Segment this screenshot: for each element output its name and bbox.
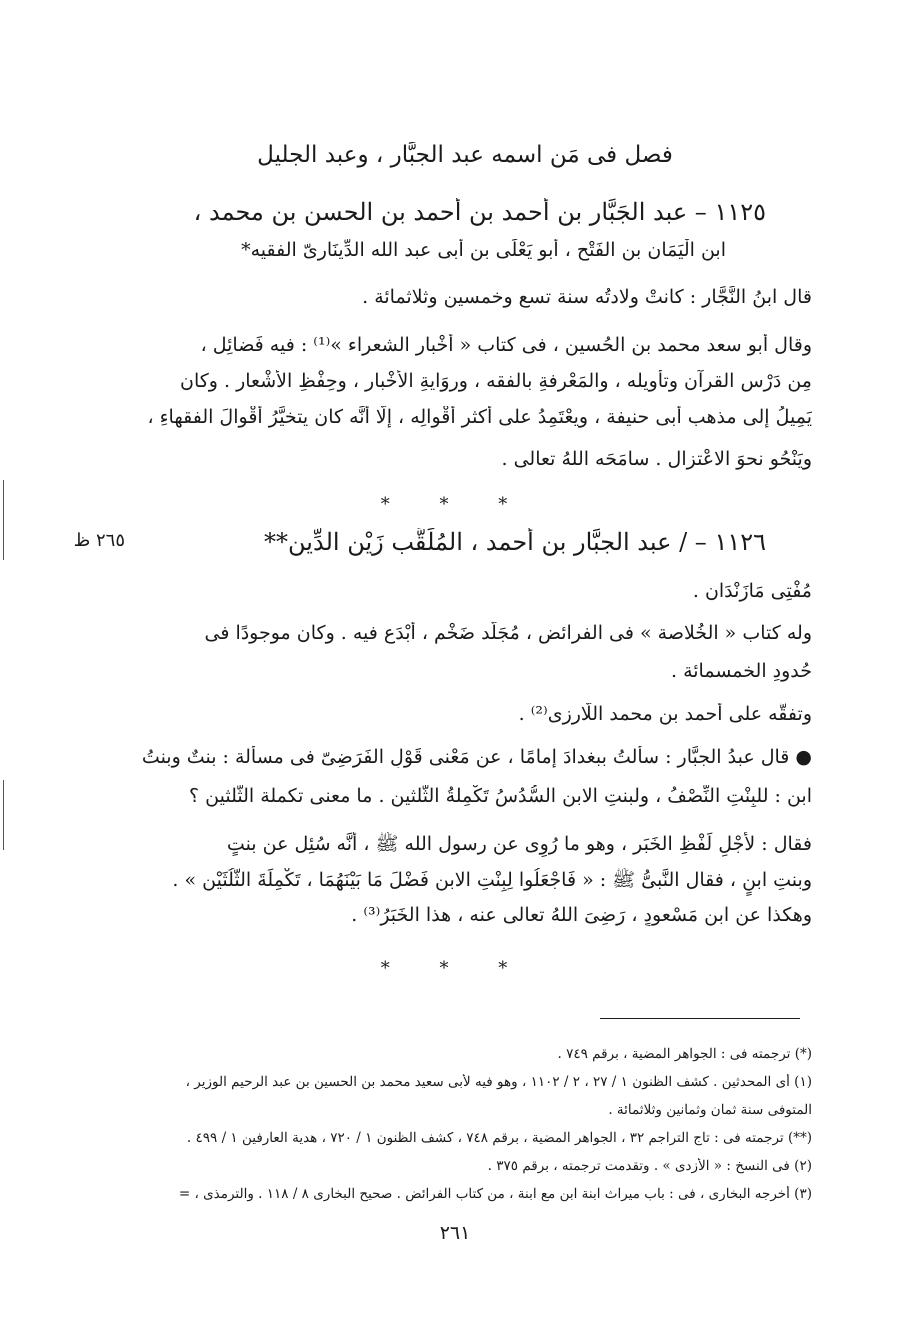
footnote-rule — [600, 1018, 800, 1019]
footnote-3: (٣) أخرجه البخارى ، فى : باب ميراث ابنة ابن مع ابنة ، من كتاب الفرائض . صحيح البخارى ٨ / ١١٨ . والترمذى ، = — [178, 1186, 812, 1202]
separator-stars: * * * — [380, 494, 530, 515]
footnote-double-star: (**) ترجمته فى : تاج التراجم ٣٢ ، الجواهر المضية ، برقم ٧٤٨ ، كشف الظنون ١ / ٧٢٠ ، هدية العارفين ١ / ٤٩٩ . — [186, 1130, 812, 1146]
entry-1125-line-3: وقال أبو سعد محمد بن الحُسين ، فى كتاب « أخْبار الشعراء »⁽¹⁾ : فيه فَضائِل ، — [200, 334, 812, 356]
entry-1126-line-2: وله كتاب « الخُلاصة » فى الفرائض ، مُجَلَّد ضَخْم ، أَبْدَع فيه . وكان موجودًا فى — [204, 622, 812, 644]
entry-1126-line-1: مُفْتِى مَازَنْدَان . — [692, 580, 812, 602]
entry-title-1126: ١١٢٦ – / عبد الجبَّار بن أحمد ، المُلَقَّب زَيْن الدِّين** — [264, 528, 766, 556]
entry-1125-line-5: يَمِيلُ إلى مذهب أبى حنيفة ، ويعْتَمِدُ على أكثرِ أقْوالِه ، إلَّا أنَّه كان يتخيَّرُ أقْوالَ الفقهاءِ ، — [147, 406, 812, 428]
entry-1126-line-8: وبنتِ ابنٍ ، فقال النَّبىُّ ﷺ : « فَاجْعَلُوا لِبِنْتِ الابن فَضْلَ مَا بَيْنَهُمَا ، تَكْمِلَةَ الثُّلُثَيْن » . — [172, 869, 812, 891]
footnote-1: (١) أى المحدثين . كشف الظنون ١ / ٢٧ ، ٢ / ١١٠٢ ، وهو فيه لأبى سعيد محمد بن الحسين بن عبد الرحيم الوزير ، — [185, 1074, 812, 1090]
scan-edge-mark-1 — [3, 480, 4, 560]
entry-1125-line-2: قال ابنُ النَّجَّار : كانتْ ولادتُه سنة تسعٍ وخمسين وثلاثمائة . — [362, 286, 812, 308]
entry-1126-line-5: ● قال عبدُ الجبَّار : سألتُ ببغدادَ إمامًا ، عن مَعْنى قَوْلِ الفَرَضِىّ فى مسألة : بنتٌ وبنتُ — [141, 746, 812, 768]
scan-edge-mark-2 — [3, 780, 4, 850]
entry-1126-line-6: ابنٍ : للبِنْتِ النِّصْفُ ، ولبنتِ الابن السُّدُسُ تَكْمِلةُ الثُّلثين . ما معنى تكملة الثُّلثين ؟ — [189, 785, 812, 807]
separator-stars-end: * * * — [380, 958, 530, 979]
page-number: ٢٦١ — [439, 1222, 471, 1244]
entry-1125-line-6: ويَنْحُو نحوَ الاعْتزال . سامَحَه اللهُ تعالى . — [501, 448, 812, 470]
entry-title-1125: ١١٢٥ – عبد الجَبَّار بن أحمد بن أحمد بن الحسن بن محمد ، — [193, 198, 766, 226]
entry-1126-line-3: حُدودِ الخمسمائة . — [671, 660, 812, 682]
section-heading: فصل فى مَن اسمه عبد الجبَّار ، وعبد الجليل — [257, 142, 673, 168]
entry-1126-line-9: وهكذا عن ابن مَسْعودٍ ، رَضِىَ اللهُ تعالى عنه ، هذا الخَبَرُ⁽³⁾ . — [351, 904, 812, 926]
entry-1126-line-7: فقال : لأجْلِ لَفْظِ الخَبَر ، وهو ما رُوِى عن رسول الله ﷺ ، أنَّه سُئِل عن بنتٍ — [226, 833, 812, 855]
entry-1126-line-4: وتفقَّه على أحمد بن محمد اللَّارِزِى⁽²⁾ . — [518, 703, 812, 725]
footnote-2: (٢) فى النسخ : « الأزدى » . وتقدمت ترجمته ، برقم ٣٧٥ . — [487, 1158, 812, 1174]
footnote-star: (*) ترجمته فى : الجواهر المضية ، برقم ٧٤٩ . — [557, 1046, 812, 1062]
footnote-1-continued: المتوفى سنة ثمان وثمانين وثلاثمائة . — [608, 1102, 812, 1118]
entry-1125-line-1: ابن الْيَمَان بن الفَتْح ، أبو يَعْلَى بن أبى عبد الله الدِّينَارِىّ الفقيه* — [241, 239, 726, 261]
entry-1125-line-4: مِن دَرْس القرآن وتأْوِيله ، والمَعْرفةِ بالفقه ، ورِوَايةِ الأَخْبار ، وحِفْظِ الأَشْعار . وكان — [179, 370, 812, 392]
margin-folio-note: ٢٦٥ ظ — [73, 530, 125, 551]
